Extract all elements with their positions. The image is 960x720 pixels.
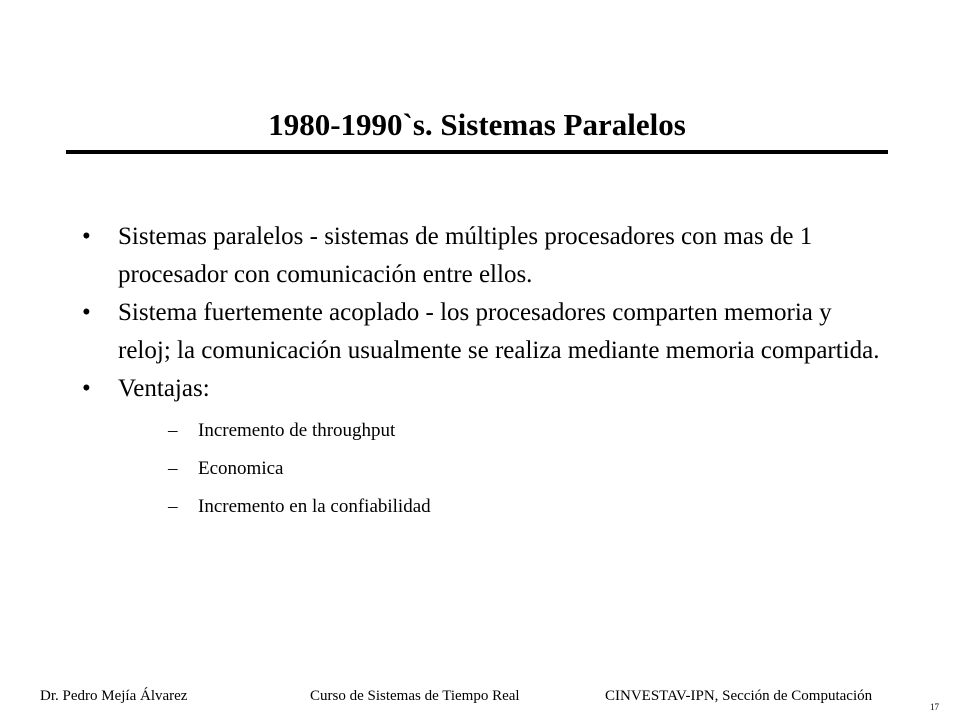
bullet-marker: • (82, 299, 91, 326)
page-number: 17 (930, 702, 939, 712)
sub-list (118, 412, 880, 526)
bullet-text: Ventajas: (118, 375, 210, 402)
sub-text: Economica (198, 458, 284, 479)
bullet-item (80, 370, 880, 526)
bullet-item (80, 294, 880, 370)
footer-institution: CINVESTAV-IPN, Sección de Computación (605, 688, 873, 704)
footer-course: Curso de Sistemas de Tiempo Real (310, 688, 520, 704)
bullet-list (80, 218, 880, 526)
sub-marker: – (168, 496, 178, 517)
slide-title: 1980-1990`s. Sistemas Paralelos (268, 107, 686, 142)
sub-item (118, 412, 880, 450)
bullet-text: Sistemas paralelos - sistemas de múltiples procesadores con mas de 1 procesador con comunicación entre ellos. (118, 223, 813, 288)
bullet-marker: • (82, 375, 91, 402)
sub-item (118, 450, 880, 488)
bullet-text: Sistema fuertemente acoplado - los procesadores comparten memoria y reloj; la comunicación usualmente se realiza mediante memoria compartida. (118, 299, 880, 364)
sub-item (118, 488, 880, 526)
title-underline (66, 150, 888, 154)
footer-author: Dr. Pedro Mejía Álvarez (40, 688, 188, 704)
sub-text: Incremento de throughput (198, 420, 396, 441)
sub-text: Incremento en la confiabilidad (198, 496, 431, 517)
sub-marker: – (168, 420, 178, 441)
bullet-marker: • (82, 223, 91, 250)
bullet-item (80, 218, 880, 294)
sub-marker: – (168, 458, 178, 479)
